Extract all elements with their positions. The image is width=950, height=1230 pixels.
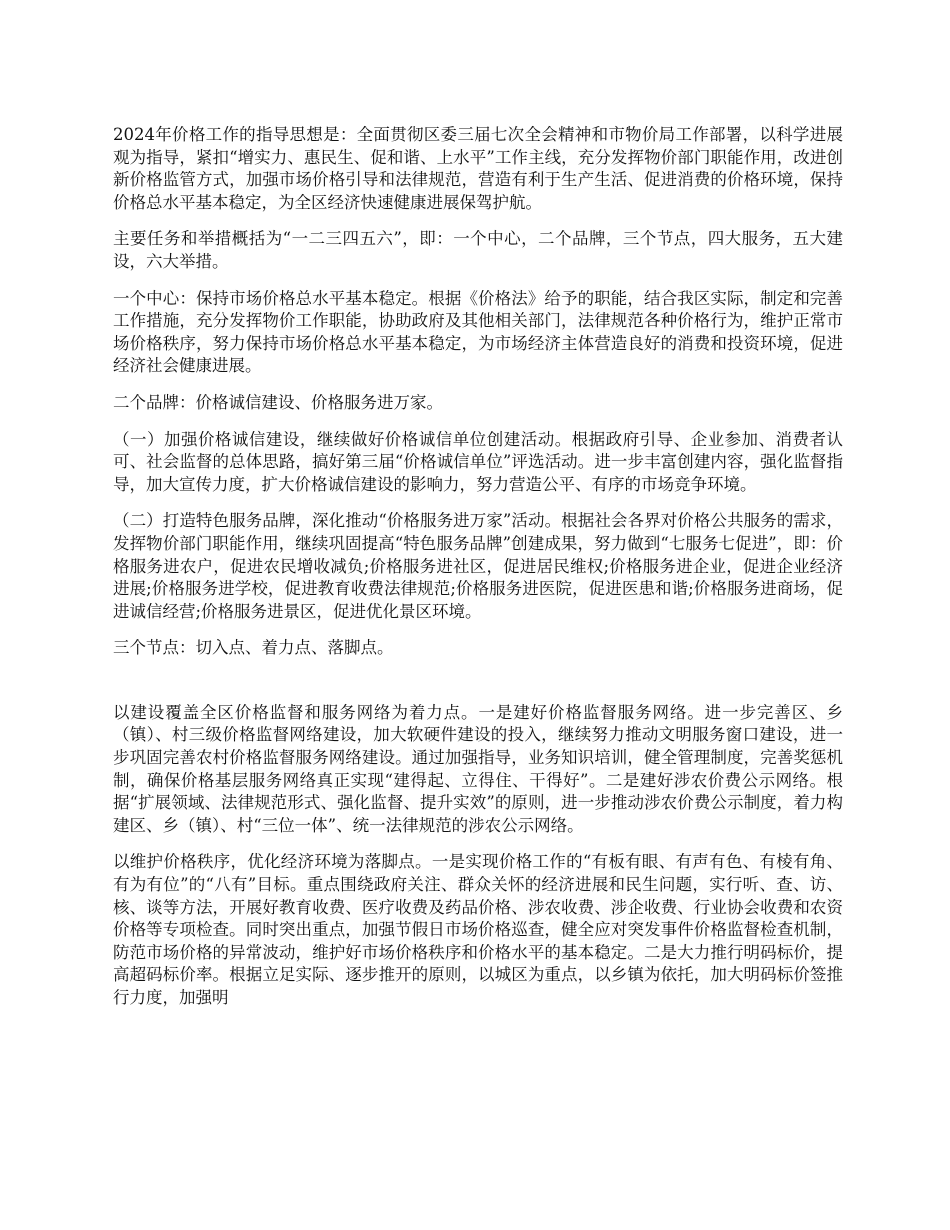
paragraph-focus-point: 以建设覆盖全区价格监督和服务网络为着力点。一是建好价格监督服务网络。进一步完善区、乡（镇）、村三级价格监督网络建设，加大软硬件建设的投入，继续努力推动文明服务窗口建设，进一步巩固完善农村价格监督服务网络建设。通过加强指导，业务知识培训，健全管理制度，完善奖惩机制，确保价格基层服务网络真正实现“建得起、立得住、干得好”。二是建好涉农价费公示网络。根据“扩展领域、法律规范形式、强化监督、提升实效”的原则，进一步推动涉农价费公示制度，着力构建区、乡（镇）、村“三位一体”、统一法律规范的涉农公示网络。: [113, 702, 843, 835]
document-page: [113, 124, 843, 1024]
paragraph-one-center: 一个中心：保持市场价格总水平基本稳定。根据《价格法》给予的职能，结合我区实际，制定和完善工作措施，充分发挥物价工作职能，协助政府及其他相关部门，法律规范各种价格行为，维护正常市场价格秩序，努力保持市场价格总水平基本稳定，为市场经济主体营造良好的消费和投资环境，促进经济社会健康进展。: [113, 288, 843, 376]
paragraph-landing-point: 以维护价格秩序，优化经济环境为落脚点。一是实现价格工作的“有板有眼、有声有色、有棱有角、有为有位”的“八有”目标。重点围绕政府关注、群众关怀的经济进展和民生问题，实行听、查、访、核、谈等方法，开展好教育收费、医疗收费及药品价格、涉农收费、涉企收费、行业协会收费和农资价格等专项检查。同时突出重点，加强节假日市场价格巡查，健全应对突发事件价格监督检查机制，防范市场价格的异常波动，维护好市场价格秩序和价格水平的基本稳定。二是大力推行明码标价，提高超码标价率。根据立足实际、逐步推开的原则，以城区为重点，以乡镇为依托，加大明码标价签推行力度，加强明: [113, 852, 843, 1007]
paragraph-brand-one: （一）加强价格诚信建设，继续做好价格诚信单位创建活动。根据政府引导、企业参加、消费者认可、社会监督的总体思路，搞好第三届“价格诚信单位”评选活动。进一步丰富创建内容，强化监督指导，加大宣传力度，扩大价格诚信建设的影响力，努力营造公平、有序的市场竞争环境。: [113, 429, 843, 494]
paragraph-brand-two: （二）打造特色服务品牌，深化推动“价格服务进万家”活动。根据社会各界对价格公共服务的需求，发挥物价部门职能作用，继续巩固提高“特色服务品牌”创建成果，努力做到“七服务七促进”，即：价格服务进农户，促进农民增收减负;价格服务进社区，促进居民维权;价格服务进企业，促进企业经济进展;价格服务进学校，促进教育收费法律规范;价格服务进医院，促进医患和谐;价格服务进商场，促进诚信经营;价格服务进景区，促进优化景区环境。: [113, 511, 843, 621]
paragraph-guiding-ideology: 2024年价格工作的指导思想是：全面贯彻区委三届七次全会精神和市物价局工作部署，以科学进展观为指导，紧扣“增实力、惠民生、促和谐、上水平”工作主线，充分发挥物价部门职能作用，改进创新价格监管方式，加强市场价格引导和法律规范，营造有利于生产生活、促进消费的价格环境，保持价格总水平基本稳定，为全区经济快速健康进展保驾护航。: [113, 125, 843, 212]
section-gap: [113, 674, 843, 702]
paragraph-main-tasks: 主要任务和举措概括为“一二三四五六”，即：一个中心，二个品牌，三个节点，四大服务，五大建设，六大举措。: [113, 229, 843, 271]
paragraph-two-brands: 二个品牌：价格诚信建设、价格服务进万家。: [113, 392, 443, 412]
paragraph-three-nodes: 三个节点：切入点、着力点、落脚点。: [113, 638, 394, 658]
